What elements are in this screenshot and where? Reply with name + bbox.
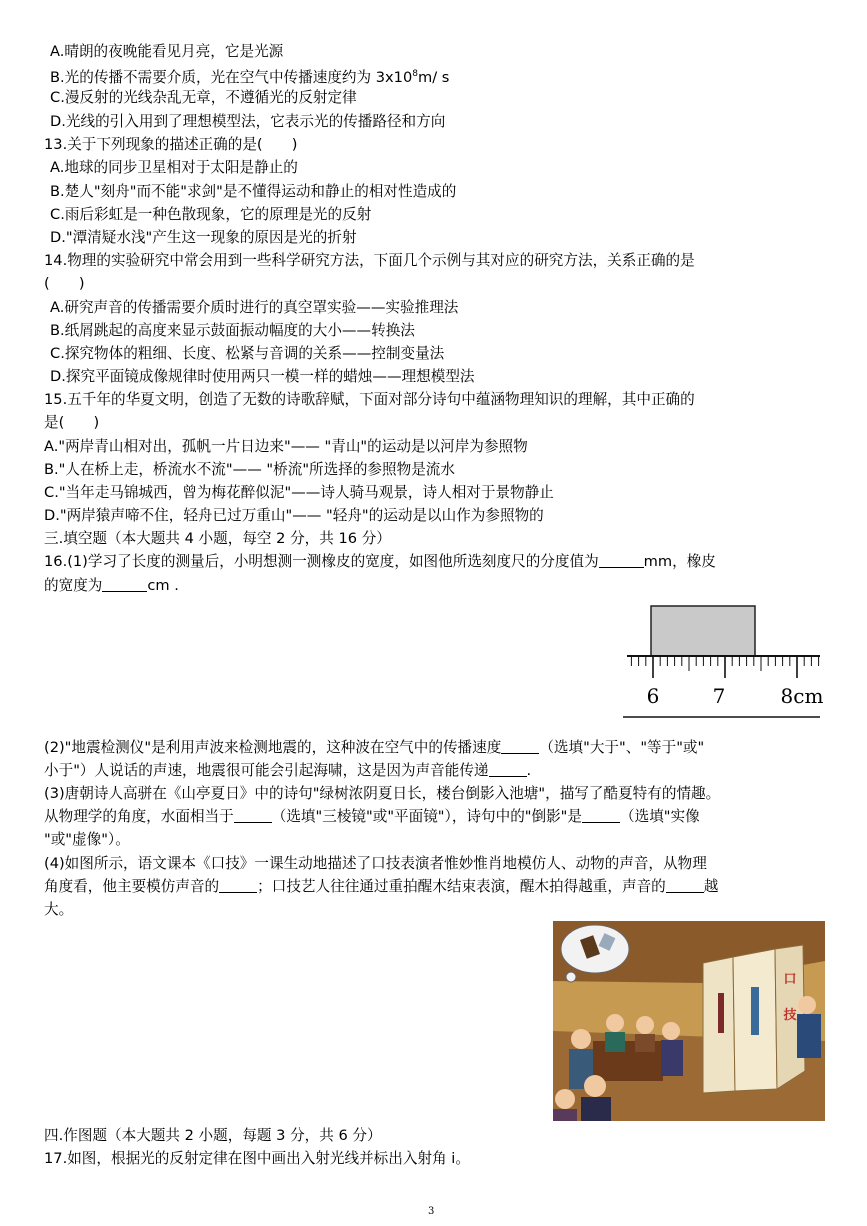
- ruler-figure: [620, 600, 830, 720]
- q13-option-b: B.楚人"刻舟"而不能"求剑"是不懂得运动和静止的相对性造成的: [50, 183, 457, 200]
- q14-option-c: C.探究物体的粗细、长度、松紧与音调的关系——控制变量法: [50, 345, 445, 362]
- q13-stem: 13.关于下列现象的描述正确的是( ): [44, 136, 298, 153]
- q12-option-b-text: B.光的传播不需要介质，光在空气中传播速度约为 3x10: [50, 68, 413, 86]
- q16-part3-choice2: （选填"实像: [620, 808, 700, 825]
- audience-head: [555, 1089, 575, 1109]
- q16-part1-unit2: cm .: [147, 577, 179, 594]
- q16-part3-line1: (3)唐朝诗人高骈在《山亭夏日》中的诗句"绿树浓阴夏日长，楼台倒影入池塘"，描写了酷夏特有的情趣。: [44, 785, 721, 802]
- q16-part1-unit: mm，橡皮: [643, 553, 716, 570]
- q16-part4-line1: (4)如图所示，语文课本《口技》一课生动地描述了口技表演者惟妙惟肖地模仿人、动物的声音，从物理: [44, 855, 707, 872]
- section-3-heading: 三.填空题（本大题共 4 小题，每空 2 分，共 16 分）: [44, 530, 391, 547]
- screen-couplet-2: [751, 987, 759, 1035]
- performer-body: [797, 1014, 821, 1058]
- answer-blank[interactable]: [582, 807, 620, 823]
- q16-part3-text: 从物理学的角度，水面相当于: [44, 808, 234, 825]
- audience-head: [571, 1029, 591, 1049]
- audience-body: [581, 1097, 611, 1121]
- audience-head: [636, 1016, 654, 1034]
- page-number: 3: [428, 1206, 435, 1217]
- audience-body: [635, 1034, 655, 1052]
- thought-bubble-dot: [566, 972, 576, 982]
- q14-stem-cont: ( ): [44, 275, 85, 292]
- q12-option-d: D.光线的引入用到了理想模型法，它表示光的传播路径和方向: [50, 113, 446, 130]
- q15-stem-cont: 是( ): [44, 414, 100, 431]
- q15-option-d: D."两岸猿声啼不住，轻舟已过万重山"—— "轻舟"的运动是以山作为参照物的: [44, 507, 544, 524]
- q15-option-a: A."两岸青山相对出，孤帆一片日边来"—— "青山"的运动是以河岸为参照物: [44, 438, 528, 455]
- eraser-block: [651, 606, 755, 656]
- answer-blank[interactable]: [501, 738, 539, 754]
- screen-couplet: [718, 993, 724, 1033]
- audience-head: [584, 1075, 606, 1097]
- audience-head: [662, 1022, 680, 1040]
- q16-part2-text2: 小于"）人说话的声速，地震很可能会引起海啸，这是因为声音能传递: [44, 762, 489, 779]
- kouji-illustration: [553, 921, 825, 1121]
- q15-option-c: C."当年走马锦城西，曾为梅花醉似泥"——诗人骑马观景，诗人相对于景物静止: [44, 484, 554, 501]
- q12-option-c: C.漫反射的光线杂乱无章，不遵循光的反射定律: [50, 89, 357, 106]
- answer-blank[interactable]: [102, 576, 147, 592]
- q13-option-c: C.雨后彩虹是一种色散现象，它的原理是光的反射: [50, 206, 372, 223]
- q16-part4-text2: ；口技艺人往往通过重拍醒木结束表演，醒木拍得越重，声音的: [257, 878, 666, 895]
- audience-body: [553, 1109, 577, 1121]
- q16-part1-line2: [44, 574, 834, 597]
- q16-part2-text: (2)"地震检测仪"是利用声波来检测地震的，这种波在空气中的传播速度: [44, 739, 502, 756]
- q14-option-a: A.研究声音的传播需要介质时进行的真空罩实验——实验推理法: [50, 299, 459, 316]
- q16-part3-line3: "或"虚像"）。: [44, 831, 130, 848]
- section-4-heading: 四.作图题（本大题共 2 小题，每题 3 分，共 6 分）: [44, 1127, 382, 1144]
- q16-part2-line1: [44, 736, 834, 759]
- q16-part2-end: .: [526, 762, 532, 779]
- q16-part4-line2: [44, 875, 834, 898]
- q16-part1-text: 16.(1)学习了长度的测量后，小明想测一测橡皮的宽度，如图他所选刻度尺的分度值为: [44, 553, 599, 570]
- q16-part4-line3: 大。: [44, 901, 74, 918]
- q16-part3-line2: [44, 805, 834, 828]
- performer-head: [798, 996, 816, 1014]
- q13-option-d: D."潭清疑水浅"产生这一现象的原因是光的折射: [50, 229, 357, 246]
- answer-blank[interactable]: [219, 877, 257, 893]
- ruler-label-6: 6: [646, 684, 660, 708]
- q17-stem: 17.如图，根据光的反射定律在图中画出入射光线并标出入射角 i。: [44, 1150, 470, 1167]
- ruler-label-8cm: 8cm: [780, 684, 824, 708]
- q16-part4-text: 角度看，他主要模仿声音的: [44, 878, 220, 895]
- q12-exponent: 8: [412, 69, 418, 79]
- screen-char-2: 技: [783, 1008, 797, 1023]
- q15-option-b: B."人在桥上走，桥流水不流"—— "桥流"所选择的参照物是流水: [44, 461, 455, 478]
- q12-option-a: A.晴朗的夜晚能看见月亮，它是光源: [50, 43, 284, 60]
- answer-blank[interactable]: [234, 807, 272, 823]
- audience-body: [661, 1040, 683, 1076]
- q14-option-d: D.探究平面镜成像规律时使用两只一模一样的蜡烛——理想模型法: [50, 368, 475, 385]
- answer-blank[interactable]: [599, 552, 644, 568]
- answer-blank[interactable]: [489, 761, 527, 777]
- q14-stem: 14.物理的实验研究中常会用到一些科学研究方法，下面几个示例与其对应的研究方法，关系正确的是: [44, 252, 695, 269]
- q16-part4-text3: 越: [703, 878, 719, 895]
- q16-part2-line2: [44, 759, 834, 782]
- q16-part3-choice: （选填"三棱镜"或"平面镜"），诗句中的"倒影"是: [271, 808, 582, 825]
- ruler-ticks: [631, 656, 818, 678]
- ruler-label-7: 7: [712, 684, 726, 708]
- q13-option-a: A.地球的同步卫星相对于太阳是静止的: [50, 159, 298, 176]
- answer-blank[interactable]: [666, 877, 704, 893]
- q16-part2-choice: （选填"大于"、"等于"或": [539, 739, 705, 756]
- audience-head: [606, 1014, 624, 1032]
- q14-option-b: B.纸屑跳起的高度来显示鼓面振动幅度的大小——转换法: [50, 322, 415, 339]
- screen-char-1: 口: [783, 972, 797, 987]
- q12-unit: m/ s: [418, 68, 450, 86]
- q15-stem: 15.五千年的华夏文明，创造了无数的诗歌辞赋，下面对部分诗句中蕴涵物理知识的理解，其中正确的: [44, 391, 695, 408]
- q16-part1-line1: [44, 550, 834, 573]
- q16-part1-text2: 的宽度为: [44, 577, 103, 594]
- audience-body: [605, 1032, 625, 1052]
